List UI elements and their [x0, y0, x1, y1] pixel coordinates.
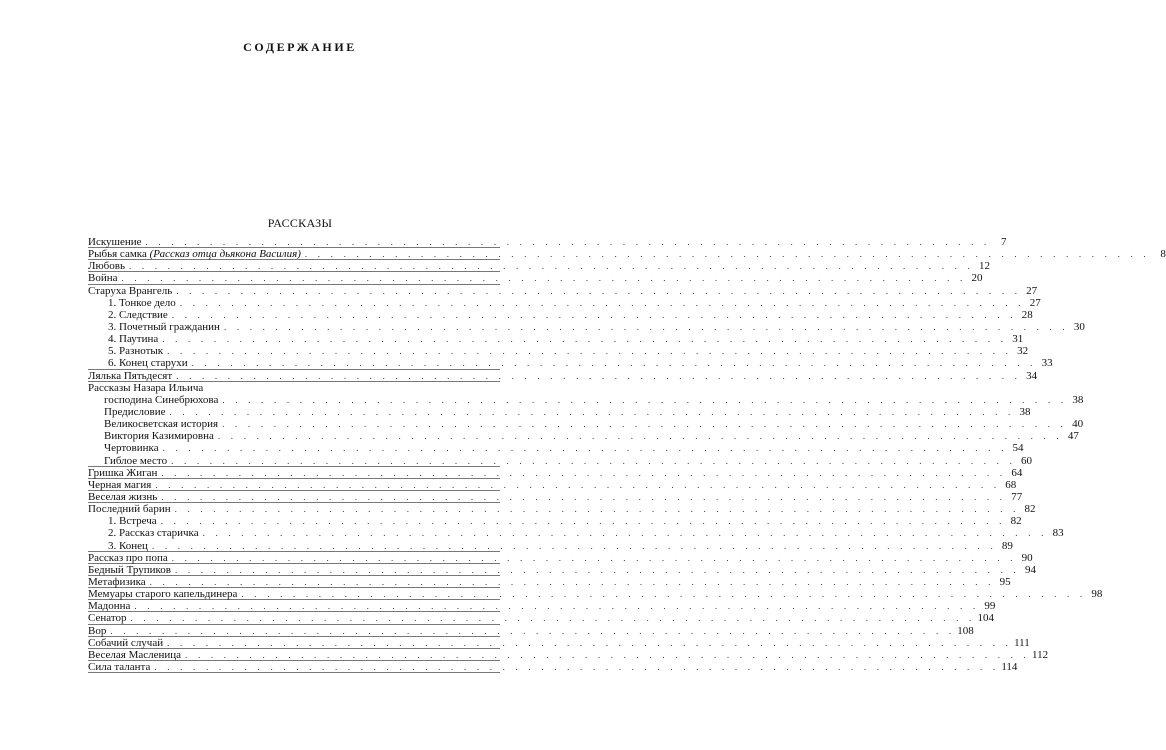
dot-leader: . . . . . . . . . . . . . . . . . . . . . . . . . . . . . . . . . . . . . . . . . . . . . . . . . . . . . . . . . . . . . . . . . .: [176, 370, 1022, 381]
toc-page-number: 30: [1073, 320, 1085, 333]
dot-leader: . . . . . . . . . . . . . . . . . . . . . . . . . . . . . . . . . . . . . . . . . . . . . . . . . . . . . . . . . . . . . . . . . .: [110, 625, 956, 636]
dot-leader: . . . . . . . . . . . . . . . . . . . . . . . . . . . . . . . . . . . . . . . . . . . . . . . . . . . . . . . . . . . . . . . . . .: [155, 479, 1001, 490]
toc-page-number: 27: [1029, 296, 1041, 309]
toc-page-number: 89: [1001, 539, 1013, 552]
toc-page-number: 34: [1026, 369, 1038, 382]
toc-page-number: 32: [1017, 345, 1029, 358]
toc-page-number: 90: [1021, 551, 1033, 564]
toc-entry[interactable]: [88, 466, 1023, 479]
dot-leader: . . . . . . . . . . . . . . . . . . . . . . . . . . . . . . . . . . . . . . . . . . . . . . . . . . . . . . . . . . . . . . . . . .: [167, 637, 1013, 648]
dot-leader: . . . . . . . . . . . . . . . . . . . . . . . . . . . . . . . . . . . . . . . . . . . . . . . . . . . . . . . . . . . . . . . . . .: [162, 334, 1008, 345]
dot-leader: . . . . . . . . . . . . . . . . . . . . . . . . . . . . . . . . . . . . . . . . . . . . . . . . . . . . . . . . . . . . . . . . . .: [185, 649, 1030, 660]
toc-entry-title: Черная магия: [88, 478, 152, 491]
toc-page-number: 33: [1041, 357, 1053, 370]
toc-entry-title: Рассказы Назара Ильича: [88, 381, 204, 394]
dot-leader: . . . . . . . . . . . . . . . . . . . . . . . . . . . . . . . . . . . . . . . . . . . . . . . . . . . . . . . . . . . . . . . . . .: [171, 455, 1017, 466]
toc-entry-title: 6. Конец старухи: [108, 357, 188, 370]
toc-entry-title: 1. Встреча: [108, 515, 157, 528]
toc-entry[interactable]: [88, 320, 1085, 333]
page-title: СОДЕРЖАНИЕ: [243, 40, 357, 54]
dot-leader: . . . . . . . . . . . . . . . . . . . . . . . . . . . . . . . . . . . . . . . . . . . . . . . . . . . . . . . . . . . . . . . . . .: [222, 394, 1068, 405]
toc-entry-title: Мемуары старого капельдинера: [88, 588, 238, 601]
dot-leader: . . . . . . . . . . . . . . . . . . . . . . . . . . . . . . . . . . . . . . . . . . . . . . . . . . . . . . . . . . . . . . . . . .: [149, 576, 995, 587]
toc-entry-subtitle: (Рассказ отца дьякона Василия): [149, 248, 301, 261]
toc-entry[interactable]: [88, 357, 1053, 370]
dot-leader: . . . . . . . . . . . . . . . . . . . . . . . . . . . . . . . . . . . . . . . . . . . . . . . . . . . . . . . . . . . . . . . . . .: [154, 661, 1000, 672]
toc-entry-title: Гришка Жиган: [88, 466, 158, 479]
dot-leader: . . . . . . . . . . . . . . . . . . . . . . . . . . . . . . . . . . . . . . . . . . . . . . . . . . . . . . . . . . . . . . . . . .: [151, 540, 997, 551]
toc-page-number: 47: [1067, 430, 1079, 443]
toc-entry-title: Веселая жизнь: [88, 490, 158, 503]
toc-entry[interactable]: [88, 527, 1064, 540]
toc-entry-title: 1. Тонкое дело: [108, 296, 176, 309]
toc-entry-title: Метафизика: [88, 575, 146, 588]
toc-entry-title: Великосветская история: [104, 418, 219, 431]
toc-entry-title: Последний барин: [88, 503, 171, 516]
toc-page-number: 31: [1012, 333, 1024, 346]
toc-entry-title: Любовь: [88, 260, 125, 273]
toc-entry-title: Рассказ про попа: [88, 551, 168, 564]
toc-entry-title: Веселая Масленица: [88, 648, 182, 661]
toc-page-number: 38: [1072, 393, 1084, 406]
toc-entry-title: 2. Следствие: [108, 308, 168, 321]
dot-leader: . . . . . . . . . . . . . . . . . . . . . . . . . . . . . . . . . . . . . . . . . . . . . . . . . . . . . . . . . . . . . . . . . .: [129, 261, 974, 272]
toc-page-number: 108: [957, 624, 974, 637]
toc-entry[interactable]: [88, 442, 1024, 455]
toc-page-number: 38: [1019, 405, 1031, 418]
toc-entry[interactable]: [88, 454, 1033, 467]
toc-entry[interactable]: [88, 393, 1084, 406]
dot-leader: . . . . . . . . . . . . . . . . . . . . . . . . . . . . . . . . . . . . . . . . . . . . . . . . . . . . . . . . . . . . . . . . . .: [161, 491, 1007, 502]
toc-entry-title: 3. Почетный гражданин: [108, 320, 220, 333]
toc-page-number: 82: [1010, 515, 1022, 528]
toc-page-number: 28: [1021, 308, 1033, 321]
dot-leader: . . . . . . . . . . . . . . . . . . . . . . . . . . . . . . . . . . . . . . . . . . . . . . . . . . . . . . . . . . . . . . . . . .: [217, 431, 1063, 442]
toc-entry[interactable]: [88, 418, 1084, 431]
toc-entry-title: Старуха Врангель: [88, 284, 173, 297]
toc-entry[interactable]: [88, 308, 1033, 321]
toc-entry-title: Предисловие: [104, 405, 166, 418]
dot-leader: . . . . . . . . . . . . . . . . . . . . . . . . . . . . . . . . . . . . . . . . . . . . . . . . . . . . . . . . . . . . . . . . . .: [171, 552, 1017, 563]
toc-entry[interactable]: [88, 600, 996, 613]
toc-entry[interactable]: [88, 648, 1049, 661]
toc-page-number: 64: [1011, 466, 1023, 479]
toc-page-number: 68: [1005, 478, 1017, 491]
dot-leader: . . . . . . . . . . . . . . . . . . . . . . . . . . . . . . . . . . . . . . . . . . . . . . . . . . . . . . . . . . . . . . . . . .: [223, 321, 1069, 332]
table-of-contents: [88, 236, 1166, 673]
dot-leader: . . . . . . . . . . . . . . . . . . . . . . . . . . . . . . . . . . . . . . . . . . . . . . . . . . . . . . . . . . . . . . . . . .: [134, 601, 980, 612]
toc-entry[interactable]: [88, 382, 500, 394]
dot-leader: . . . . . . . . . . . . . . . . . . . . . . . . . . . . . . . . . . . . . . . . . . . . . . . . . . . . . . . . . . . . . . . . . .: [161, 467, 1007, 478]
toc-page-number: 7: [1000, 236, 1007, 248]
toc-entry[interactable]: [88, 660, 1018, 673]
toc-entry-title: Лялька Пятьдесят: [88, 369, 173, 382]
dot-leader: . . . . . . . . . . . . . . . . . . . . . . . . . . . . . . . . . . . . . . . . . . . . . . . . . . . . . . . . . . . . . . . . . .: [304, 249, 1150, 260]
toc-entry-title: Сенатор: [88, 612, 127, 625]
toc-entry[interactable]: [88, 636, 1030, 649]
dot-leader: . . . . . . . . . . . . . . . . . . . . . . . . . . . . . . . . . . . . . . . . . . . . . . . . . . . . . . . . . . . . . . . . . .: [167, 346, 1013, 357]
toc-entry[interactable]: [88, 503, 1036, 516]
toc-entry[interactable]: [88, 248, 1166, 261]
toc-entry[interactable]: [88, 478, 1017, 491]
dot-leader: . . . . . . . . . . . . . . . . . . . . . . . . . . . . . . . . . . . . . . . . . . . . . . . . . . . . . . . . . . . . . . . . . .: [121, 273, 967, 284]
toc-page-number: 104: [977, 612, 994, 625]
toc-entry-title: Война: [88, 272, 118, 285]
toc-page-number: 20: [971, 272, 983, 285]
toc-page-number: 60: [1021, 454, 1033, 467]
dot-leader: . . . . . . . . . . . . . . . . . . . . . . . . . . . . . . . . . . . . . . . . . . . . . . . . . . . . . . . . . . . . . . . . . .: [202, 528, 1048, 539]
toc-entry[interactable]: [88, 551, 1033, 564]
toc-entry[interactable]: [88, 272, 983, 285]
toc-entry[interactable]: [88, 515, 1022, 528]
toc-entry[interactable]: [88, 539, 1013, 552]
toc-page-number: 112: [1032, 648, 1049, 661]
toc-entry-title: Виктория Казимировна: [104, 430, 214, 443]
toc-entry-title: Рыбья самка (Рассказ отца дьякона Василия): [88, 248, 301, 261]
toc-entry-title: господина Синебрюхова: [104, 393, 219, 406]
toc-entry[interactable]: [88, 588, 1103, 601]
toc-page-number: 114: [1001, 660, 1018, 673]
toc-entry[interactable]: [88, 345, 1029, 358]
toc-entry-title: Искушение: [88, 236, 142, 248]
dot-leader: . . . . . . . . . . . . . . . . . . . . . . . . . . . . . . . . . . . . . . . . . . . . . . . . . . . . . . . . . . . . . . . . . .: [169, 406, 1015, 417]
toc-page-number: 82: [1024, 503, 1036, 516]
toc-page-number: 111: [1014, 636, 1030, 649]
toc-entry-title: 4. Паутина: [108, 333, 159, 346]
toc-page-number: 54: [1012, 442, 1024, 455]
toc-entry-title: Сила таланта: [88, 660, 151, 673]
section-title: РАССКАЗЫ: [267, 216, 333, 230]
toc-entry[interactable]: [88, 563, 1036, 576]
toc-entry[interactable]: [88, 296, 1041, 309]
toc-entry[interactable]: [88, 430, 1079, 443]
toc-page-number: 98: [1091, 588, 1103, 601]
dot-leader: . . . . . . . . . . . . . . . . . . . . . . . . . . . . . . . . . . . . . . . . . . . . . . . . . . . . . . . . . . . . . . . . . .: [130, 613, 976, 624]
toc-entry-title: 3. Конец: [108, 539, 148, 552]
toc-entry-title: Собачий случай: [88, 636, 164, 649]
toc-entry-title: Гиблое место: [104, 454, 168, 467]
toc-page-number: 40: [1072, 418, 1084, 431]
dot-leader: . . . . . . . . . . . . . . . . . . . . . . . . . . . . . . . . . . . . . . . . . . . . . . . . . . . . . . . . . . . . . . . . . .: [222, 419, 1068, 430]
dot-leader: . . . . . . . . . . . . . . . . . . . . . . . . . . . . . . . . . . . . . . . . . . . . . . . . . . . . . . . . . . . . . . . . . .: [179, 297, 1025, 308]
toc-page-number: 27: [1026, 284, 1038, 297]
toc-entry-title: Вор: [88, 624, 107, 637]
dot-leader: . . . . . . . . . . . . . . . . . . . . . . . . . . . . . . . . . . . . . . . . . . . . . . . . . . . . . . . . . . . . . . . . . .: [162, 443, 1008, 454]
toc-entry-title: Чертовинка: [104, 442, 159, 455]
toc-entry[interactable]: [88, 369, 1038, 382]
dot-leader: . . . . . . . . . . . . . . . . . . . . . . . . . . . . . . . . . . . . . . . . . . . . . . . . . . . . . . . . . . . . . . . . . .: [160, 516, 1006, 527]
toc-page-number: 83: [1052, 527, 1064, 540]
toc-page-number: 94: [1024, 563, 1036, 576]
dot-leader: . . . . . . . . . . . . . . . . . . . . . . . . . . . . . . . . . . . . . . . . . . . . . . . . . . . . . . . . . . . . . . . . . .: [176, 285, 1022, 296]
toc-page-number: 12: [978, 260, 990, 273]
toc-entry-title: Мадонна: [88, 600, 131, 613]
dot-leader: . . . . . . . . . . . . . . . . . . . . . . . . . . . . . . . . . . . . . . . . . . . . . . . . . . . . . . . . . . . . . . . . . .: [241, 589, 1087, 600]
dot-leader: . . . . . . . . . . . . . . . . . . . . . . . . . . . . . . . . . . . . . . . . . . . . . . . . . . . . . . . . . . . . . . . . . .: [174, 564, 1020, 575]
toc-entry[interactable]: [88, 405, 1031, 418]
toc-entry[interactable]: [88, 575, 1011, 588]
toc-entry[interactable]: [88, 624, 974, 637]
toc-entry-title: 2. Рассказ старичка: [108, 527, 199, 540]
toc-entry[interactable]: [88, 284, 1038, 297]
toc-page-number: 77: [1011, 490, 1023, 503]
toc-entry[interactable]: [88, 612, 994, 625]
toc-entry-title: Бедный Трупиков: [88, 563, 171, 576]
toc-entry[interactable]: [88, 236, 1007, 248]
dot-leader: . . . . . . . . . . . . . . . . . . . . . . . . . . . . . . . . . . . . . . . . . . . . . . . . . . . . . . . . . . . . . . . . . .: [191, 358, 1037, 369]
toc-page-number: 99: [984, 600, 996, 613]
dot-leader: . . . . . . . . . . . . . . . . . . . . . . . . . . . . . . . . . . . . . . . . . . . . . . . . . . . . . . . . . . . . . . . . . .: [145, 237, 991, 247]
dot-leader: . . . . . . . . . . . . . . . . . . . . . . . . . . . . . . . . . . . . . . . . . . . . . . . . . . . . . . . . . . . . . . . . . .: [174, 504, 1020, 515]
dot-leader: . . . . . . . . . . . . . . . . . . . . . . . . . . . . . . . . . . . . . . . . . . . . . . . . . . . . . . . . . . . . . . . . . .: [171, 309, 1017, 320]
toc-page-number: 95: [999, 575, 1011, 588]
toc-entry[interactable]: [88, 333, 1024, 346]
toc-entry[interactable]: [88, 490, 1023, 503]
toc-page-number: 8: [1160, 248, 1166, 261]
toc-entry-title: 5. Разнотык: [108, 345, 164, 358]
toc-entry[interactable]: [88, 260, 990, 273]
